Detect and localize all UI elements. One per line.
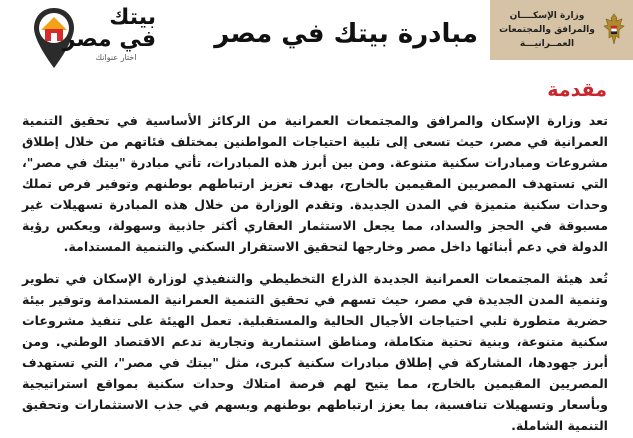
- ministry-logo: [490, 0, 633, 80]
- brand-logo-line2: في مصر: [62, 27, 156, 52]
- document-header: [0, 0, 633, 80]
- egypt-eagle-icon: [603, 12, 625, 46]
- intro-paragraph-authority: تُعد هيئة المجتمعات العمرانية الجديدة الذراع التخطيطي والتنفيذي لوزارة الإسكان في تطوير وتنمية المدن الجديدة في مصر، حيث تسهم في تحقيق التنمية العمرانية المستدامة وتوفير بيئة حضرية متطورة تلبي احتياجات الأجيال الحالية والمستقبلية. تعمل الهيئة على تنفيذ مشروعات سكنية متنوعة، وبنية تحتية متكاملة، ومناطق استثمارية وتجارية تدعم الاقتصاد الوطني. ومن أبرز جهودها، المشاركة في إطلاق مبادرات سكنية كبرى، مثل "بيتك في مصر"، التي تستهدف المصريين المقيمين بالخارج، مما يتيح لهم فرصة امتلاك وحدات سكنية بمواقع استراتيجية وبأسعار وتسهيلات تنافسية، بما يعزز ارتباطهم بوطنهم ويسهم في جذب الاستثمارات وتحقيق التنمية الشاملة.: [22, 271, 608, 433]
- ministry-name-line3: العمــرانيـــة: [519, 39, 575, 49]
- brand-logo-line1: بيتك: [109, 5, 156, 30]
- brand-logo-tagline: اختار عنوانك: [95, 53, 137, 62]
- campaign-title: مبادرة بيتك في مصر: [214, 19, 478, 49]
- ministry-name-line2: والمرافق والمجتمعات: [499, 25, 595, 35]
- intro-paragraph-ministry: تعد وزارة الإسكان والمرافق والمجتمعات العمرانية من الركائز الأساسية في تحقيق التنمية العمرانية في مصر، حيث تسعى إلى تلبية احتياجات المواطنين بمختلف فئاتهم من خلال إطلاق مشروعات ومبادرات سكنية متنوعة. ومن بين أبرز هذه المبادرات، تأتي مبادرة "بيتك في مصر"، التي تستهدف المصريين المقيمين بالخارج، بهدف تعزيز ارتباطهم بوطنهم وتوفير فرص تملك وحدات سكنية متميزة في المدن الجديدة. وتقدم الوزارة من خلال هذه المبادرة تسهيلات غير مسبوقة في الحجز والسداد، مما يجعل الاستثمار العقاري أكثر جاذبية وسهولة، ويعكس رؤية الدولة في دعم أبنائها داخل مصر وخارجها لتحقيق الاستقرار السكني والتنمية المستدامة.: [22, 113, 608, 254]
- section-heading-introduction: مقدمة: [547, 79, 607, 101]
- brand-logo: [32, 4, 162, 76]
- ministry-name-line1: وزارة الإسكــــان: [509, 11, 585, 21]
